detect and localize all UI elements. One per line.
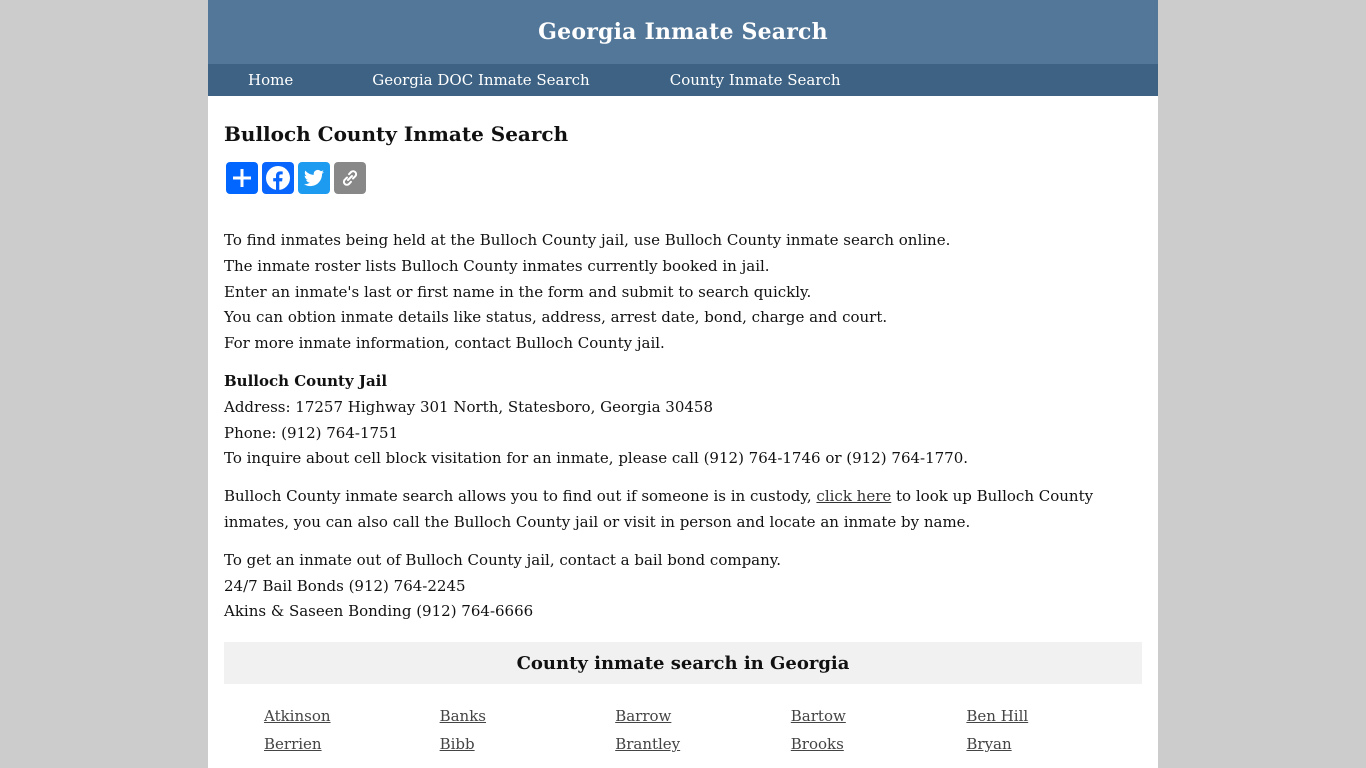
- county-link-barrow[interactable]: Barrow: [615, 707, 672, 726]
- nav-georgia-doc-inmate-search[interactable]: Georgia DOC Inmate Search: [372, 71, 590, 89]
- bail-info: [224, 548, 1142, 625]
- jail-info: [224, 369, 1142, 472]
- share-bar: [226, 162, 1142, 194]
- click-here-link[interactable]: click here: [816, 487, 892, 506]
- county-link-brooks[interactable]: Brooks: [790, 735, 844, 754]
- bail-intro: To get an inmate out of Bulloch County jail, contact a bail bond company.: [224, 550, 782, 569]
- nav-home[interactable]: Home: [248, 71, 294, 89]
- county-link-brantley[interactable]: Brantley: [615, 735, 681, 754]
- jail-name: Bulloch County Jail: [224, 371, 388, 390]
- county-list: [264, 703, 1142, 757]
- bail-company: Akins & Saseen Bonding (912) 764-6666: [224, 602, 534, 621]
- intro-line: To find inmates being held at the Bulloch County jail, use Bulloch County inmate search online.: [224, 231, 951, 249]
- share-icon[interactable]: [226, 162, 258, 194]
- twitter-icon[interactable]: [298, 162, 330, 194]
- intro-line: You can obtion inmate details like status, address, arrest date, bond, charge and court.: [224, 308, 888, 327]
- county-link-bibb[interactable]: Bibb: [439, 735, 475, 754]
- county-section-title: County inmate search in Georgia: [224, 642, 1142, 684]
- search-text-before: Bulloch County inmate search allows you to find out if someone is in custody,: [224, 487, 817, 506]
- county-link-banks[interactable]: Banks: [439, 707, 487, 726]
- intro-line: Enter an inmate's last or first name in the form and submit to search quickly.: [224, 282, 812, 301]
- main-content: [208, 122, 1158, 757]
- nav-county-inmate-search[interactable]: County Inmate Search: [669, 71, 841, 89]
- copy-link-icon[interactable]: [334, 162, 366, 194]
- jail-address: Address: 17257 Highway 301 North, Statesboro, Georgia 30458: [224, 397, 714, 416]
- county-link-ben-hill[interactable]: Ben Hill: [966, 707, 1029, 726]
- intro-line: The inmate roster lists Bulloch County inmates currently booked in jail.: [224, 256, 770, 275]
- intro-paragraph: [224, 228, 1142, 357]
- site-header: [208, 0, 1158, 64]
- search-paragraph: [224, 484, 1142, 536]
- search-text-after: to look up Bulloch County inmates, you can also call the Bulloch County jail or visit in person and locate an inmate by name.: [224, 487, 1094, 531]
- bail-company: 24/7 Bail Bonds (912) 764-2245: [224, 576, 466, 595]
- county-link-bryan[interactable]: Bryan: [966, 735, 1012, 754]
- main-nav: [208, 64, 1158, 96]
- page-title: Bulloch County Inmate Search: [224, 122, 569, 146]
- site-title[interactable]: Georgia Inmate Search: [538, 19, 828, 45]
- county-link-bartow[interactable]: Bartow: [790, 707, 846, 726]
- facebook-icon[interactable]: [262, 162, 294, 194]
- intro-line: For more inmate information, contact Bulloch County jail.: [224, 334, 665, 353]
- county-link-berrien[interactable]: Berrien: [264, 735, 322, 754]
- jail-phone: Phone: (912) 764-1751: [224, 423, 399, 442]
- county-link-atkinson[interactable]: Atkinson: [264, 707, 331, 726]
- page: [208, 0, 1158, 768]
- jail-visitation: To inquire about cell block visitation for an inmate, please call (912) 764-1746 or (912) 764-1770.: [224, 449, 969, 468]
